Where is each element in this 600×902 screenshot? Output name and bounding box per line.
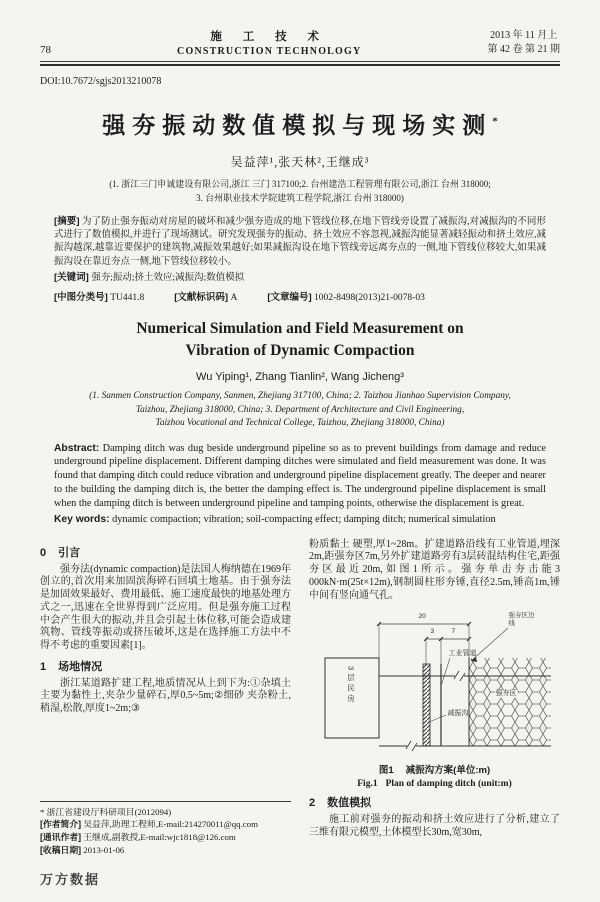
affiliations-en: [40, 390, 560, 431]
footnote-received-date: [40, 844, 291, 857]
affiliation-cn-line2: 3. 台州职业技术学院建筑工程学院,浙江 台州 318000): [196, 192, 404, 203]
page-number: 78: [40, 44, 51, 56]
footnotes: [40, 801, 291, 857]
abstract-cn: [54, 215, 546, 269]
figure-caption-cn: [309, 762, 560, 776]
issue-date: 2013 年 11 月上: [490, 30, 558, 41]
figure-title-cn: 减振沟方案(单位:m): [405, 765, 491, 777]
journal-header: [40, 28, 560, 57]
clc-value: TU441.8: [110, 293, 145, 304]
section-2-paragraph: 施工前对强夯的振动和挤土效应进行了分析,建立了三维有限元模型,土体模型长30m,宽30m,: [309, 814, 560, 838]
keywords-en-text: dynamic compaction; vibration; soil-compacting effect; damping ditch; numerical simulation: [112, 513, 496, 525]
clc-item: [54, 289, 144, 303]
section-2-number: 2: [309, 797, 316, 810]
clc-label: [中图分类号]: [54, 292, 108, 304]
abstract-cn-label: [摘要]: [54, 216, 80, 227]
figure-ditch-label: 减振沟: [447, 710, 469, 718]
doc-code-value: A: [230, 293, 238, 304]
doc-code-label: [文献标识码]: [174, 292, 229, 304]
right-column-paragraph: 粉质黏土 硬塑,厚1~28m。扩建道路沿线有工业管道,埋深2m,距强夯区7m,另外扩建道路旁有3层砖混结构住宅,距强夯区最近20m,如图1所示。强夯单击夯击能3 000kN·m(25t×12m),钢制圆柱形夯锤,直径2.5m,锤高1m,锤中间有竖向通气孔。: [309, 538, 560, 601]
footnote-author: [40, 818, 291, 831]
figure-dimension-3: 3: [430, 628, 435, 636]
keywords-cn-text: 强夯;振动;挤土效应;减振沟;数值模拟: [91, 272, 245, 283]
section-0-title: 引言: [58, 546, 81, 559]
section-0-heading: [40, 544, 291, 560]
header-rule: [40, 61, 560, 66]
affiliation-cn-line1: (1. 浙江三门申诚建设有限公司,浙江 三门 317100;2. 台州建浩工程管理有限公司,浙江 台州 318000;: [109, 179, 491, 189]
wanfang-watermark: 万方数据: [40, 872, 101, 887]
section-2-heading: [309, 794, 560, 810]
section-1-paragraph: 浙江某道路扩建工程,地质情况从上到下为:①杂填土 主要为黏性土,夹杂少量碎石,厚0.5~5m;②细砂 夹杂粉土,稍湿,松散,厚度1~2m;③: [40, 677, 291, 715]
paper-title-cn: [40, 107, 560, 140]
footnote-corresponding: [40, 831, 291, 844]
body-columns: [40, 539, 560, 857]
paper-title-en-line1: Numerical Simulation and Field Measurement on: [136, 320, 464, 338]
authors-cn: 吴益萍¹,张天林²,王继成³: [230, 155, 370, 169]
figure-pipeline-label: 工业管道: [448, 650, 477, 658]
footnote-corresponding-text: 王继成,副教授,E-mail:wjc1818@126.com: [83, 832, 236, 843]
classification-row: [54, 289, 546, 303]
article-id-label: [文章编号]: [267, 292, 312, 304]
paper-title-en: [40, 318, 560, 362]
footnote-corresponding-label: [通讯作者]: [40, 832, 82, 843]
footnote-received-text: 2013-01-06: [83, 844, 125, 855]
paper-title-en-line2: Vibration of Dynamic Compaction: [185, 342, 415, 360]
figure-number-cn: 图1: [378, 765, 394, 777]
keywords-en-label: Key words:: [54, 513, 110, 525]
affiliation-en-line2: Taizhou, Zhejiang 318000, China; 3. Department of Architecture and Civil Engineering,: [135, 404, 465, 415]
doi-line: DOI:10.7672/sgjs2013210078: [40, 76, 162, 87]
article-id-value: 1002-8498(2013)21-0078-03: [314, 293, 425, 304]
journal-name: [177, 28, 361, 57]
article-id-item: [267, 289, 425, 303]
figure-1: [309, 608, 560, 789]
paper-title-cn-text: 强夯振动数值模拟与现场实测: [102, 113, 493, 138]
figure-title-en: Plan of damping ditch (unit:m): [385, 779, 512, 790]
figure-number-en: Fig.1: [357, 779, 378, 790]
figure-1-drawing: [319, 608, 551, 758]
abstract-en-label: Abstract:: [54, 442, 100, 454]
footnote-rule: [40, 801, 291, 802]
abstract-en-text: Damping ditch was dug beside underground pipeline so as to prevent buildings from damage and reduce underground pipeline displacement. Different damping ditches were simulated and field measurement was done. It was found that damping ditch could reduce vibration and underground pipeline displacement greatly. The deeper and nearer to the building the damping ditch is, the better the damping effect is. The underground pipeline displacement is small when the damping ditch is between underground pipeline and tamping points, otherwise the displacement is great.: [54, 442, 546, 509]
footnote-received-label: [收稿日期]: [40, 844, 82, 855]
footnote-author-label: [作者简介]: [40, 819, 82, 830]
affiliation-en-line1: (1. Sanmen Construction Company, Sanmen, Zhejiang 317100, China; 2. Taizhou Jianhao Supervision Company,: [89, 391, 511, 402]
title-footnote-marker: *: [492, 115, 498, 128]
doc-code-item: [174, 289, 237, 303]
footnote-author-text: 吴益萍,助理工程师,E-mail:214270011@qq.com: [83, 819, 258, 830]
figure-caption-en: [309, 779, 560, 789]
issue-info: [487, 29, 560, 57]
journal-name-en: CONSTRUCTION TECHNOLOGY: [177, 46, 362, 57]
affiliation-en-line3: Taizhou Vocational and Technical College, Taizhou, Zhejiang 318000, China): [155, 418, 445, 429]
section-2-title: 数值模拟: [327, 797, 372, 810]
keywords-en: [54, 513, 546, 526]
keywords-cn: [54, 271, 546, 285]
keywords-cn-label: [关键词]: [54, 271, 89, 283]
figure-zone-edge-label: 强夯区边线: [508, 612, 535, 628]
volume-issue: 第 42 卷 第 21 期: [487, 44, 560, 55]
section-1-number: 1: [40, 660, 47, 673]
section-1-heading: [40, 658, 291, 674]
section-0-number: 0: [40, 546, 47, 559]
figure-dimension-7: 7: [451, 628, 456, 636]
authors-en: Wu Yiping¹, Zhang Tianlin², Wang Jicheng³: [196, 371, 404, 384]
figure-dimension-20: 20: [418, 613, 426, 621]
section-1-title: 场地情况: [58, 660, 103, 673]
abstract-en: [54, 442, 546, 511]
affiliations-cn: [40, 178, 560, 205]
abstract-cn-text: 为了防止强夯振动对房屋的破坏和减少强夯造成的地下管线位移,在地下管线旁设置了减振沟,对减振沟的不同形式进行了数值模拟,并进行了现场测试。研究发现强夯的振动、挤土效应不容忽视,减振沟能显著减轻振动和挤土效应,减振沟越深,越靠近要保护的建筑物,减振效果越好;如果减振沟设在地下管线旁远离夯点的一侧,地下管线位移较大,如果减振沟设在靠近夯点一侧,地下管线位移较小。: [54, 217, 547, 267]
journal-name-cn: 施 工 技 术: [210, 31, 329, 43]
right-column: [309, 539, 560, 857]
footnote-fund: * 浙江省建设厅科研项目(2012094): [40, 806, 172, 817]
figure-zone-label: 强夯区: [495, 690, 517, 698]
figure-house-label: 3层民房: [346, 666, 356, 705]
section-0-paragraph: 强夯法(dynamic compaction)是法国人梅纳德在1969年创立的,首次用来加固滨海碎石回填土地基。由于强夯法是加固效果最好、费用最低、施工速度最快的地基处理方式之一,迅速在全世界得到广泛应用。但是强夯施工过程中会产生很大的振动,并且会引起土体位移,可能会造成建筑物、管线等振动或挤压破坏,这是在选择施工方法中不得不考虑的重要因素[1]。: [40, 563, 291, 651]
left-column: [40, 539, 291, 857]
